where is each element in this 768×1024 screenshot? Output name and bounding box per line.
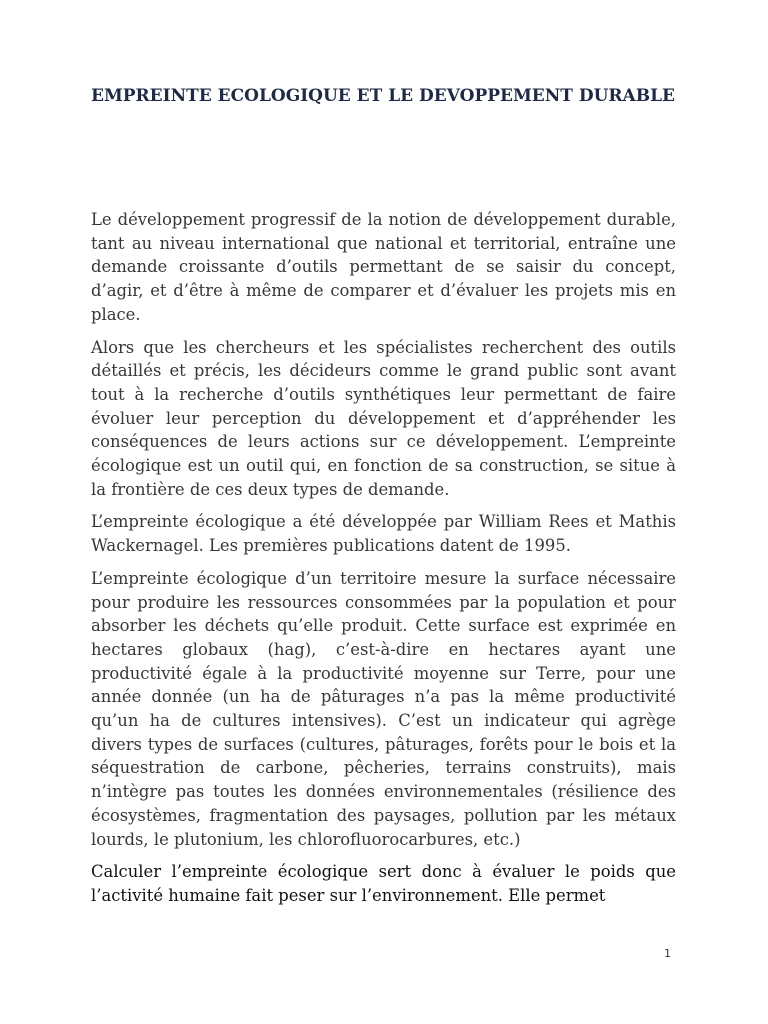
paragraph-tools: Alors que les chercheurs et les spécialistes recherchent des outils détaillés et précis, les décideurs comme le grand public sont avant tout à la recherche d’outils synthétiques leur permettant de faire évoluer leur perception du développement et d’appréhender les conséquences de leurs actions sur ce développement. L’empreinte écologique est un outil qui, en fonction de sa construction, se situe à la frontière de ces deux types de demande.	[91, 337, 676, 499]
page-number: 1	[664, 947, 671, 960]
paragraph-history: L’empreinte écologique a été développée par William Rees et Mathis Wackernagel. Les premières publications datent de 1995.	[91, 512, 676, 556]
document-title: EMPREINTE ECOLOGIQUE ET LE DEVOPPEMENT DURABLE	[90, 86, 676, 106]
paragraph-purpose: Calculer l’empreinte écologique sert donc à évaluer le poids que l’activité humaine fait peser sur l’environnement. Elle permet	[91, 862, 676, 905]
paragraph-definition: L’empreinte écologique d’un territoire mesure la surface nécessaire pour produire les ressources consommées par la population et pour absorber les déchets qu’elle produit. Cette surface est exprimée en hectares globaux (hag), c’est-à-dire en hectares ayant une productivité égale à la productivité moyenne sur Terre, pour une année donnée (un ha de pâturages n’a pas la même productivité qu’un ha de cultures intensives). C’est un indicateur qui agrège divers types de surfaces (cultures, pâturages, forêts pour le bois et la séquestration de carbone, pêcheries, terrains construits), mais n’intègre pas toutes les données environnementales (résilience des écosystèmes, fragmentation des paysages, pollution par les métaux lourds, le plutonium, les chlorofluorocarbures, etc.)	[91, 568, 676, 849]
document-body	[91, 208, 676, 917]
paragraph-intro: Le développement progressif de la notion de développement durable, tant au niveau international que national et territorial, entraîne une demande croissante d’outils permettant de se saisir du concept, d’agir, et d’être à même de comparer et d’évaluer les projets mis en place.	[91, 210, 676, 324]
